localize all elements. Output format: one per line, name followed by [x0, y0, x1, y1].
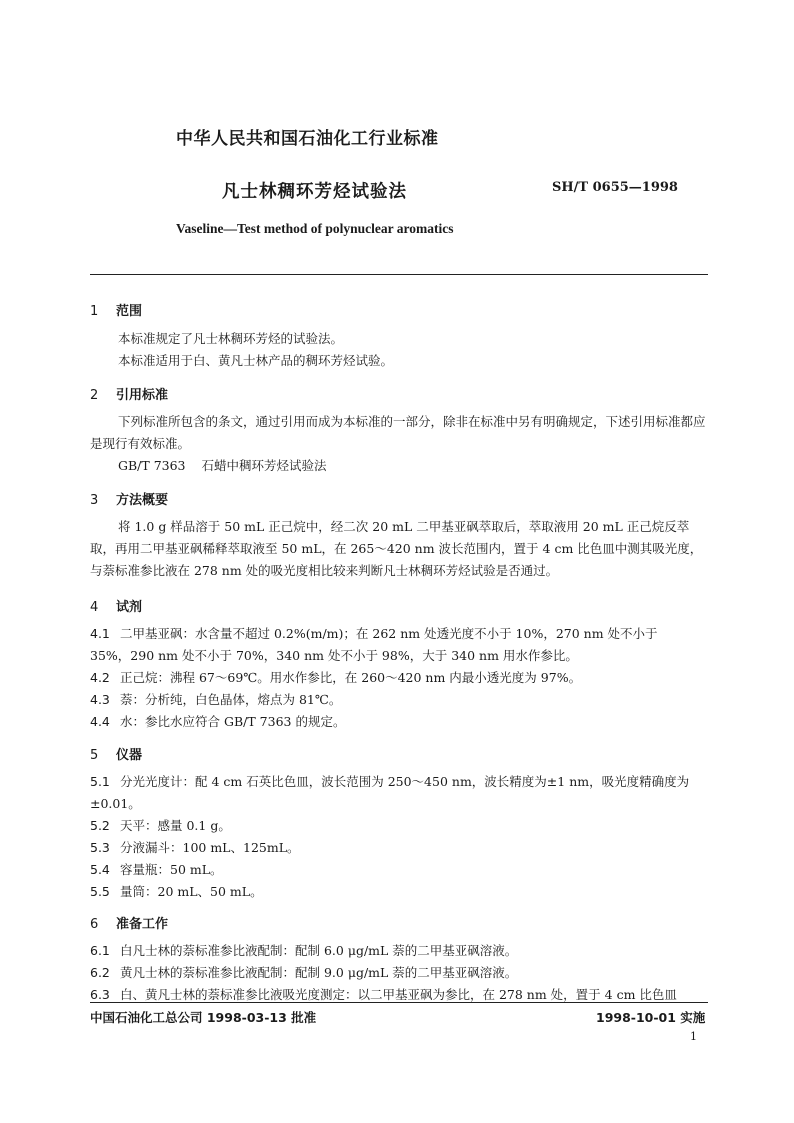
english-title: Vaseline—Test method of polynuclear aromatics — [176, 221, 454, 236]
section-number: 4 — [90, 600, 99, 615]
section-heading-3 — [90, 489, 168, 508]
item-number: 6.2 — [90, 965, 110, 980]
effective-date: 1998-10-01 实施 — [596, 1010, 706, 1025]
section-heading-5 — [90, 744, 142, 763]
section-title: 仪器 — [116, 748, 143, 763]
section-heading-6 — [90, 913, 168, 932]
item-number: 5.4 — [90, 862, 110, 877]
list-item — [90, 690, 341, 708]
page-number: 1 — [690, 1030, 697, 1043]
section-heading-1 — [90, 300, 142, 319]
section-heading-4 — [90, 596, 142, 615]
item-text: 正己烷：沸程 67～69℃。用水作参比，在 260～420 nm 内最小透光度为 97%。 — [120, 670, 582, 685]
paragraph: 下列标准所包含的条文，通过引用而成为本标准的一部分，除非在标准中另有明确规定，下述引用标准都应是现行有效标准。 — [90, 414, 706, 451]
item-number: 5.2 — [90, 818, 110, 833]
section-number: 1 — [90, 304, 99, 319]
item-continuation: 35%，290 nm 处不小于 70%，340 nm 处不小于 98%，大于 340 nm 用水作参比。 — [90, 648, 578, 663]
item-number: 6.3 — [90, 987, 110, 1002]
paragraph: 本标准规定了凡士林稠环芳烃的试验法。 — [118, 331, 344, 346]
list-item — [90, 712, 345, 730]
org-title: 中华人民共和国石油化工行业标准 — [176, 129, 439, 149]
item-text: 分光光度计：配 4 cm 石英比色皿，波长范围为 250～450 nm，波长精度为±1 nm，吸光度精确度为 — [120, 774, 690, 789]
item-text: 萘：分析纯，白色晶体，熔点为 81℃。 — [120, 692, 342, 707]
reference-title: 石蜡中稠环芳烃试验法 — [201, 458, 327, 473]
paragraph: 本标准适用于白、黄凡士林产品的稠环芳烃试验。 — [118, 353, 394, 368]
section-title: 方法概要 — [116, 493, 169, 508]
item-number: 5.5 — [90, 884, 110, 899]
standard-title: 凡士林稠环芳烃试验法 — [222, 182, 407, 202]
list-item — [90, 772, 689, 790]
section-number: 2 — [90, 388, 99, 403]
reference-code: GB/T 7363 — [118, 458, 186, 473]
item-number: 4.2 — [90, 670, 110, 685]
list-item — [90, 624, 658, 642]
footer-divider — [90, 1002, 708, 1003]
list-item — [90, 860, 223, 878]
list-item — [90, 838, 300, 856]
item-text: 天平：感量 0.1 g。 — [120, 818, 231, 833]
section-title: 试剂 — [116, 600, 143, 615]
list-item — [90, 668, 581, 686]
item-continuation: ±0.01。 — [90, 796, 141, 811]
list-item — [90, 941, 517, 959]
section-heading-2 — [90, 384, 168, 403]
approval-text: 中国石油化工总公司 1998-03-13 批准 — [90, 1010, 317, 1025]
item-text: 白、黄凡士林的萘标准参比液吸光度测定：以二甲基亚砜为参比，在 278 nm 处，置于 4 cm 比色皿 — [120, 987, 677, 1002]
list-item — [90, 985, 677, 1003]
section-title: 准备工作 — [116, 917, 169, 932]
reference-entry — [118, 455, 327, 477]
item-number: 4.3 — [90, 692, 110, 707]
item-text: 水：参比水应符合 GB/T 7363 的规定。 — [120, 714, 346, 729]
section-title: 范围 — [116, 304, 143, 319]
item-text: 二甲基亚砜：水含量不超过 0.2%(m/m)；在 262 nm 处透光度不小于 10%，270 nm 处不小于 — [120, 626, 658, 641]
item-text: 分液漏斗：100 mL、125mL。 — [120, 840, 300, 855]
list-item — [90, 816, 231, 834]
item-number: 4.4 — [90, 714, 110, 729]
item-number: 5.3 — [90, 840, 110, 855]
list-item — [90, 963, 517, 981]
section-number: 5 — [90, 748, 99, 763]
section-number: 6 — [90, 917, 99, 932]
section-number: 3 — [90, 493, 99, 508]
header-divider — [90, 274, 708, 275]
list-item — [90, 882, 263, 900]
item-text: 量筒：20 mL、50 mL。 — [120, 884, 263, 899]
item-text: 容量瓶：50 mL。 — [120, 862, 223, 877]
paragraph: 将 1.0 g 样品溶于 50 mL 正己烷中，经二次 20 mL 二甲基亚砜萃取后，萃取液用 20 mL 正己烷反萃取，再用二甲基亚砜稀释萃取液至 50 mL，在 265～420 nm 波长范围内，置于 4 cm 比色皿中测其吸光度，与萘标准参比液在 278 nm 处的吸光度相比较来判断凡士林稠环芳烃试验是否通过。 — [90, 519, 703, 578]
item-text: 白凡士林的萘标准参比液配制：配制 6.0 μg/mL 萘的二甲基亚砜溶液。 — [120, 943, 518, 958]
item-number: 5.1 — [90, 774, 110, 789]
standard-code: SH/T 0655—1998 — [552, 180, 678, 195]
item-text: 黄凡士林的萘标准参比液配制：配制 9.0 μg/mL 萘的二甲基亚砜溶液。 — [120, 965, 518, 980]
section-title: 引用标准 — [116, 388, 169, 403]
item-number: 6.1 — [90, 943, 110, 958]
item-number: 4.1 — [90, 626, 110, 641]
